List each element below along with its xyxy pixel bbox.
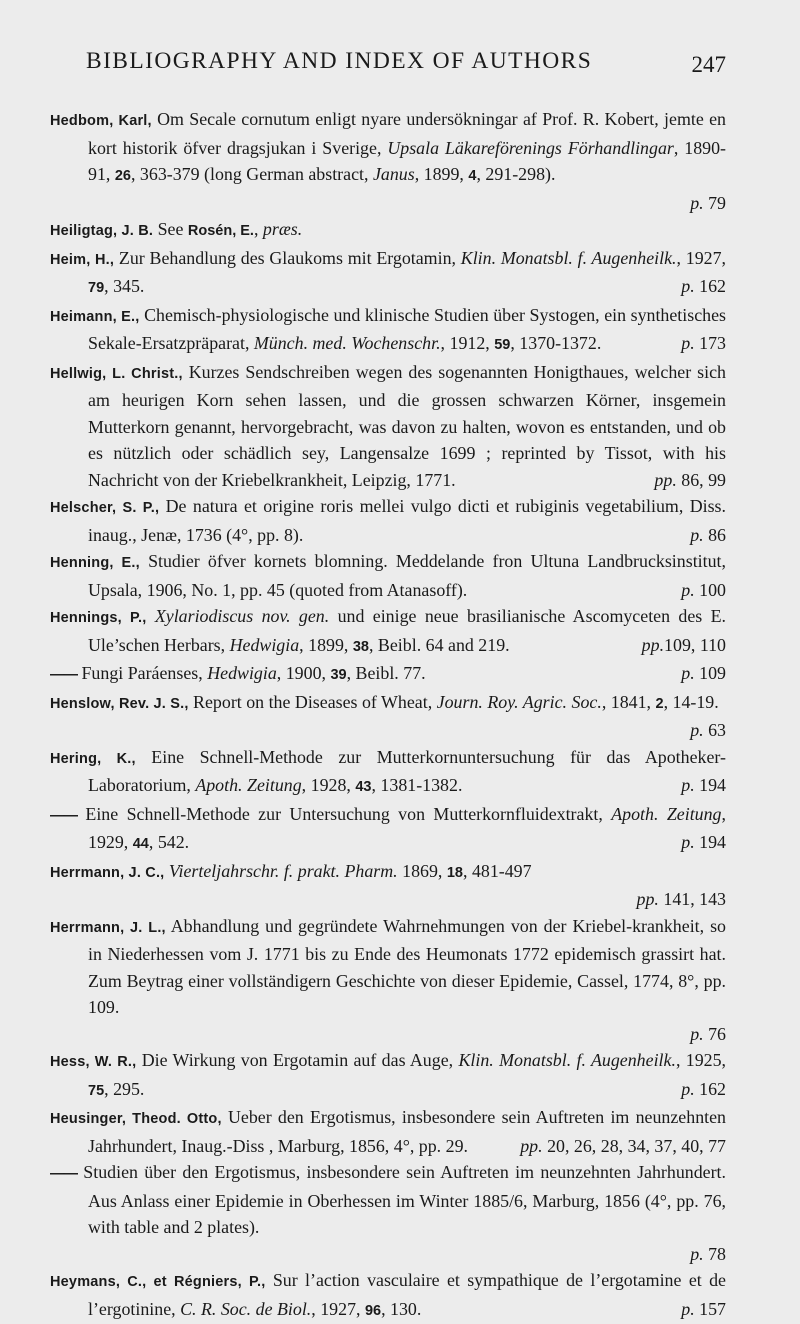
volume-number: 43 (355, 779, 372, 795)
entry-citation (88, 606, 726, 655)
citation-text (146, 606, 154, 626)
entry-author: Hering, K., (50, 750, 136, 767)
bibliography-entry (50, 493, 726, 548)
page-ref-prefix: p. (690, 524, 704, 545)
entry-citation (88, 747, 726, 796)
page-reference (690, 1024, 726, 1044)
bibliography-entry (50, 216, 726, 245)
bibliography-list (50, 106, 726, 1324)
citation-text: Die Wirkung von Ergotamin auf das Auge, (136, 1050, 459, 1070)
volume-number: 59 (494, 337, 511, 353)
page-ref-prefix: p. (690, 1243, 704, 1264)
citation-text: , 1900, (276, 663, 331, 683)
page-ref-numbers: 109 (694, 663, 726, 683)
page-ref-numbers: 109, 110 (664, 634, 726, 655)
entry-author: Heymans, C., et Régniers, P., (50, 1274, 266, 1290)
citation-text: See (153, 219, 188, 239)
page-ref-prefix: p. (681, 832, 695, 852)
ditto-dash: —— (50, 807, 77, 824)
citation-text: , 1927, (676, 247, 726, 268)
entry-citation (77, 1162, 726, 1237)
entry-author: Heiligtag, J. B. (50, 223, 154, 239)
bibliography-entry (50, 1267, 726, 1324)
page-ref-prefix: p. (681, 775, 695, 795)
citation-text: und einige neue brasilianische Ascomyceten des E. Ule’schen Herbars, (88, 606, 727, 655)
entry-citation (88, 248, 726, 297)
italic-title: C. R. Soc. de Biol. (180, 1298, 312, 1319)
entry-citation (153, 219, 302, 239)
entry-author: Hess, W. R., (50, 1054, 137, 1070)
italic-title: Journ. Roy. Agric. Soc. (436, 691, 602, 712)
bibliography-entry (50, 801, 726, 858)
page-reference (681, 580, 726, 600)
entry-citation (88, 551, 726, 600)
volume-number: 39 (330, 667, 347, 683)
citation-text: Studier öfver kornets blomning. Meddelande fron Ultuna Landbrucksinstitut, Upsala, 1906, No. 1, pp. 45 (quoted from Atanasoff). (88, 551, 726, 600)
page-ref-numbers: 100 (694, 579, 726, 600)
citation-text: , 1925, (675, 1050, 727, 1070)
page-ref-numbers: 157 (694, 1298, 726, 1319)
entry-author: Hellwig, L. Christ., (50, 365, 183, 382)
citation-text: Eine Schnell-Methode zur Mutterkornuntersuchung für das Apotheker-Laboratorium, (88, 746, 726, 795)
citation-text: , 1928, (301, 775, 356, 795)
citation-text: , 1890-91, (88, 137, 726, 184)
page-reference (681, 333, 726, 353)
citation-text: , 542. (148, 832, 190, 852)
page-reference (637, 889, 726, 909)
page-ref-numbers: 86 (703, 524, 726, 545)
volume-number: 4 (468, 168, 477, 184)
volume-number: Rosén, E. (187, 223, 254, 239)
citation-text: Report on the Diseases of Wheat, (188, 691, 437, 712)
entry-citation (88, 109, 726, 184)
running-title: BIBLIOGRAPHY AND INDEX OF AUTHORS (86, 48, 593, 74)
entry-author: Henslow, Rev. J. S., (50, 695, 189, 712)
citation-text: , 1899, (414, 164, 469, 184)
italic-title: Apoth. Zeitung (195, 775, 302, 795)
page-ref-prefix: p. (690, 720, 704, 740)
volume-number: 44 (132, 836, 149, 852)
page-ref-numbers: 173 (694, 333, 726, 353)
page-ref-numbers: 194 (694, 775, 726, 795)
italic-title: Klin. Monatsbl. f. Augenheilk. (458, 1050, 676, 1070)
ditto-dash: —— (50, 667, 77, 683)
page-ref-numbers: 141, 143 (658, 889, 726, 909)
volume-number: 18 (446, 864, 463, 881)
bibliography-entry (50, 744, 726, 801)
entry-citation (77, 663, 426, 683)
citation-text: Kurzes Sendschreiben wegen des sogenannten Honigthaues, welcher sich am heurigen Korn sehen lassen, und die grossen schwarzen Körner, insgemein Mutterkorn genannt, hervorgebracht, was davon zu halten, wovon es entstanden, und ob es nützlich oder schädlich sey, Langensalze 1699 ; reprinted by Tissot, with his Nachricht von der Kriebelkrankheit, Leipzig, 1771. (88, 361, 726, 490)
volume-number: 96 (364, 1302, 382, 1319)
italic-title: præs. (262, 219, 303, 239)
entry-citation (88, 496, 726, 545)
citation-text: Chemisch-physiologische und klinische Studien über Systogen, ein synthetisches Sekale-Ersatzpräparat, (88, 304, 727, 353)
page-ref-numbers: 162 (694, 276, 726, 296)
volume-number: 38 (352, 638, 369, 655)
page-ref-prefix: p. (681, 276, 695, 296)
citation-text: Zur Behandlung des Glaukoms mit Ergotamin, (114, 247, 461, 268)
page-number: 247 (691, 52, 726, 77)
citation-text: , Beibl. 64 and 219. (368, 634, 510, 655)
citation-text: , 1899, (299, 634, 353, 655)
citation-text: , 1912, (440, 333, 495, 353)
entry-citation (88, 362, 726, 490)
entry-citation (88, 916, 726, 1018)
italic-title: Hedwigia (229, 634, 300, 655)
citation-text: , 1370-1372. (510, 333, 602, 353)
italic-title: Janus (372, 164, 415, 184)
entry-author: Heimann, E., (50, 308, 140, 325)
volume-number: 26 (114, 168, 131, 184)
page-reference (690, 193, 726, 213)
entry-author: Herrmann, J. L., (50, 919, 166, 936)
bibliography-entry (50, 106, 726, 216)
citation-text: , 345. (104, 276, 145, 296)
entry-citation (88, 305, 726, 354)
page-ref-numbers: 78 (703, 1243, 726, 1264)
entry-citation (88, 1050, 726, 1099)
citation-text: , 1841, (601, 691, 656, 712)
page-ref-prefix: pp. (520, 1135, 543, 1156)
italic-title: Xylariodiscus nov. gen. (154, 606, 330, 626)
bibliography-entry (50, 603, 726, 660)
page-reference (690, 525, 726, 545)
page-reference (681, 1299, 726, 1319)
book-page (50, 48, 726, 1324)
volume-number: 79 (88, 280, 105, 296)
citation-text: , 1381-1382. (371, 775, 463, 795)
citation-text: , 130. (381, 1298, 422, 1319)
page-reference (681, 1079, 726, 1099)
citation-text: De natura et origine roris mellei vulgo dicti et rubiginis vegetabilium, Diss. inaug., Jenæ, 1736 (4°, pp. 8). (88, 496, 726, 545)
page-ref-prefix: p. (681, 663, 695, 683)
citation-text: Abhandlung und gegründete Wahrnehmungen von der Kriebel-krankheit, so in Niederhessen vom J. 1771 bis zu Ende des Heumonats 1772 epidemisch grassirt hat. Zum Beytrag einer vollständigern Geschichte von dieser Epidemie, Cassel, 1774, 8°, pp. 109. (88, 915, 726, 1017)
entry-author: Hedbom, Karl, (50, 113, 152, 129)
citation-text: , 14-19. (663, 691, 719, 712)
page-ref-prefix: pp. (641, 634, 665, 655)
page-ref-numbers: 79 (703, 192, 726, 213)
citation-text: , 1927, (311, 1298, 365, 1319)
italic-title: Hedwigia (207, 663, 277, 683)
page-ref-numbers: 86, 99 (676, 469, 726, 490)
citation-text: Ueber den Ergotismus, insbesondere sein Auftreten im neunzehnten Jahrhundert, Inaug.-Diss , Marburg, 1856, 4°, pp. 29. (88, 1107, 726, 1156)
citation-text: , 363-379 (long German abstract, (130, 164, 373, 184)
page-reference (681, 276, 726, 296)
italic-title: Klin. Monatsbl. f. Augenheilk. (460, 247, 677, 268)
volume-number: 75 (88, 1082, 105, 1099)
citation-text: , 481-497 (463, 860, 532, 881)
bibliography-entry (50, 245, 726, 302)
entry-author: Helscher, S. P., (50, 500, 160, 516)
page-reference (690, 1244, 726, 1264)
volume-number: 2 (655, 695, 664, 712)
citation-text: Fungi Paráenses, (77, 663, 208, 683)
page-ref-prefix: p. (681, 333, 695, 353)
citation-text: Sur l’action vasculaire et sympathique de l’ergotamine et de l’ergotinine, (88, 1270, 727, 1319)
page-ref-prefix: p. (681, 1078, 695, 1099)
citation-text: 1869, (397, 860, 447, 881)
page-ref-numbers: 20, 26, 28, 34, 37, 40, 77 (542, 1135, 726, 1156)
italic-title: Münch. med. Wochenschr. (253, 333, 441, 353)
entry-author: Herrmann, J. C., (50, 864, 165, 881)
page-reference (654, 470, 726, 490)
page-reference (681, 775, 726, 795)
running-header (50, 48, 726, 88)
citation-text: Eine Schnell-Methode zur Untersuchung von Mutterkornfluidextrakt, (77, 803, 612, 824)
bibliography-entry (50, 689, 726, 744)
page-reference (520, 1136, 726, 1156)
italic-title: Apoth. Zeitung (611, 803, 722, 824)
italic-title: Vierteljahrschr. f. prakt. Pharm. (168, 860, 398, 881)
page-ref-numbers: 76 (703, 1023, 726, 1044)
bibliography-entry (50, 302, 726, 359)
entry-author: Hennings, P., (50, 610, 147, 626)
citation-text: , 295. (104, 1078, 145, 1099)
citation-text: , 1929, (88, 803, 726, 852)
italic-title: Upsala Läkareförenings Förhandlingar (387, 137, 674, 158)
bibliography-entry (50, 660, 726, 689)
entry-citation (77, 804, 726, 853)
page-reference (690, 720, 726, 740)
entry-author: Henning, E., (50, 555, 140, 571)
ditto-dash: —— (50, 1166, 77, 1182)
page-ref-prefix: p. (690, 1023, 704, 1044)
bibliography-entry (50, 913, 726, 1048)
entry-author: Heim, H., (50, 251, 115, 268)
citation-text: , (253, 219, 263, 239)
bibliography-entry (50, 359, 726, 494)
entry-citation (164, 861, 531, 881)
page-ref-numbers: 194 (694, 832, 726, 852)
page-reference (681, 663, 726, 683)
citation-text: , Beibl. 77. (346, 663, 426, 683)
page-ref-prefix: p. (690, 192, 704, 213)
bibliography-entry (50, 1047, 726, 1104)
entry-citation (189, 692, 719, 712)
page-ref-prefix: p. (681, 1298, 695, 1319)
bibliography-entry (50, 1159, 726, 1267)
bibliography-entry (50, 1104, 726, 1159)
entry-author: Heusinger, Theod. Otto, (50, 1111, 222, 1127)
page-ref-prefix: p. (681, 579, 695, 600)
page-ref-numbers: 162 (694, 1078, 726, 1099)
page-reference (681, 832, 726, 852)
bibliography-entry (50, 858, 726, 913)
citation-text: Om Secale cornutum enligt nyare undersökningar af Prof. R. Kobert, jemte en kort historik öfver dragsjukan i Sverige, (88, 109, 726, 158)
citation-text: , 291-298). (476, 164, 556, 184)
page-ref-prefix: pp. (636, 889, 659, 909)
page-reference (642, 635, 726, 655)
citation-text: Studien über den Ergotismus, insbesondere sein Auftreten im neunzehnten Jahrhundert. Aus Anlass einer Epidemie in Oberhessen im Winter 1885/6, Marburg, 1856 (4°, pp. 76, with table and 2 plates). (77, 1162, 726, 1237)
bibliography-entry (50, 548, 726, 603)
page-ref-prefix: pp. (654, 469, 677, 490)
page-ref-numbers: 63 (703, 720, 726, 740)
